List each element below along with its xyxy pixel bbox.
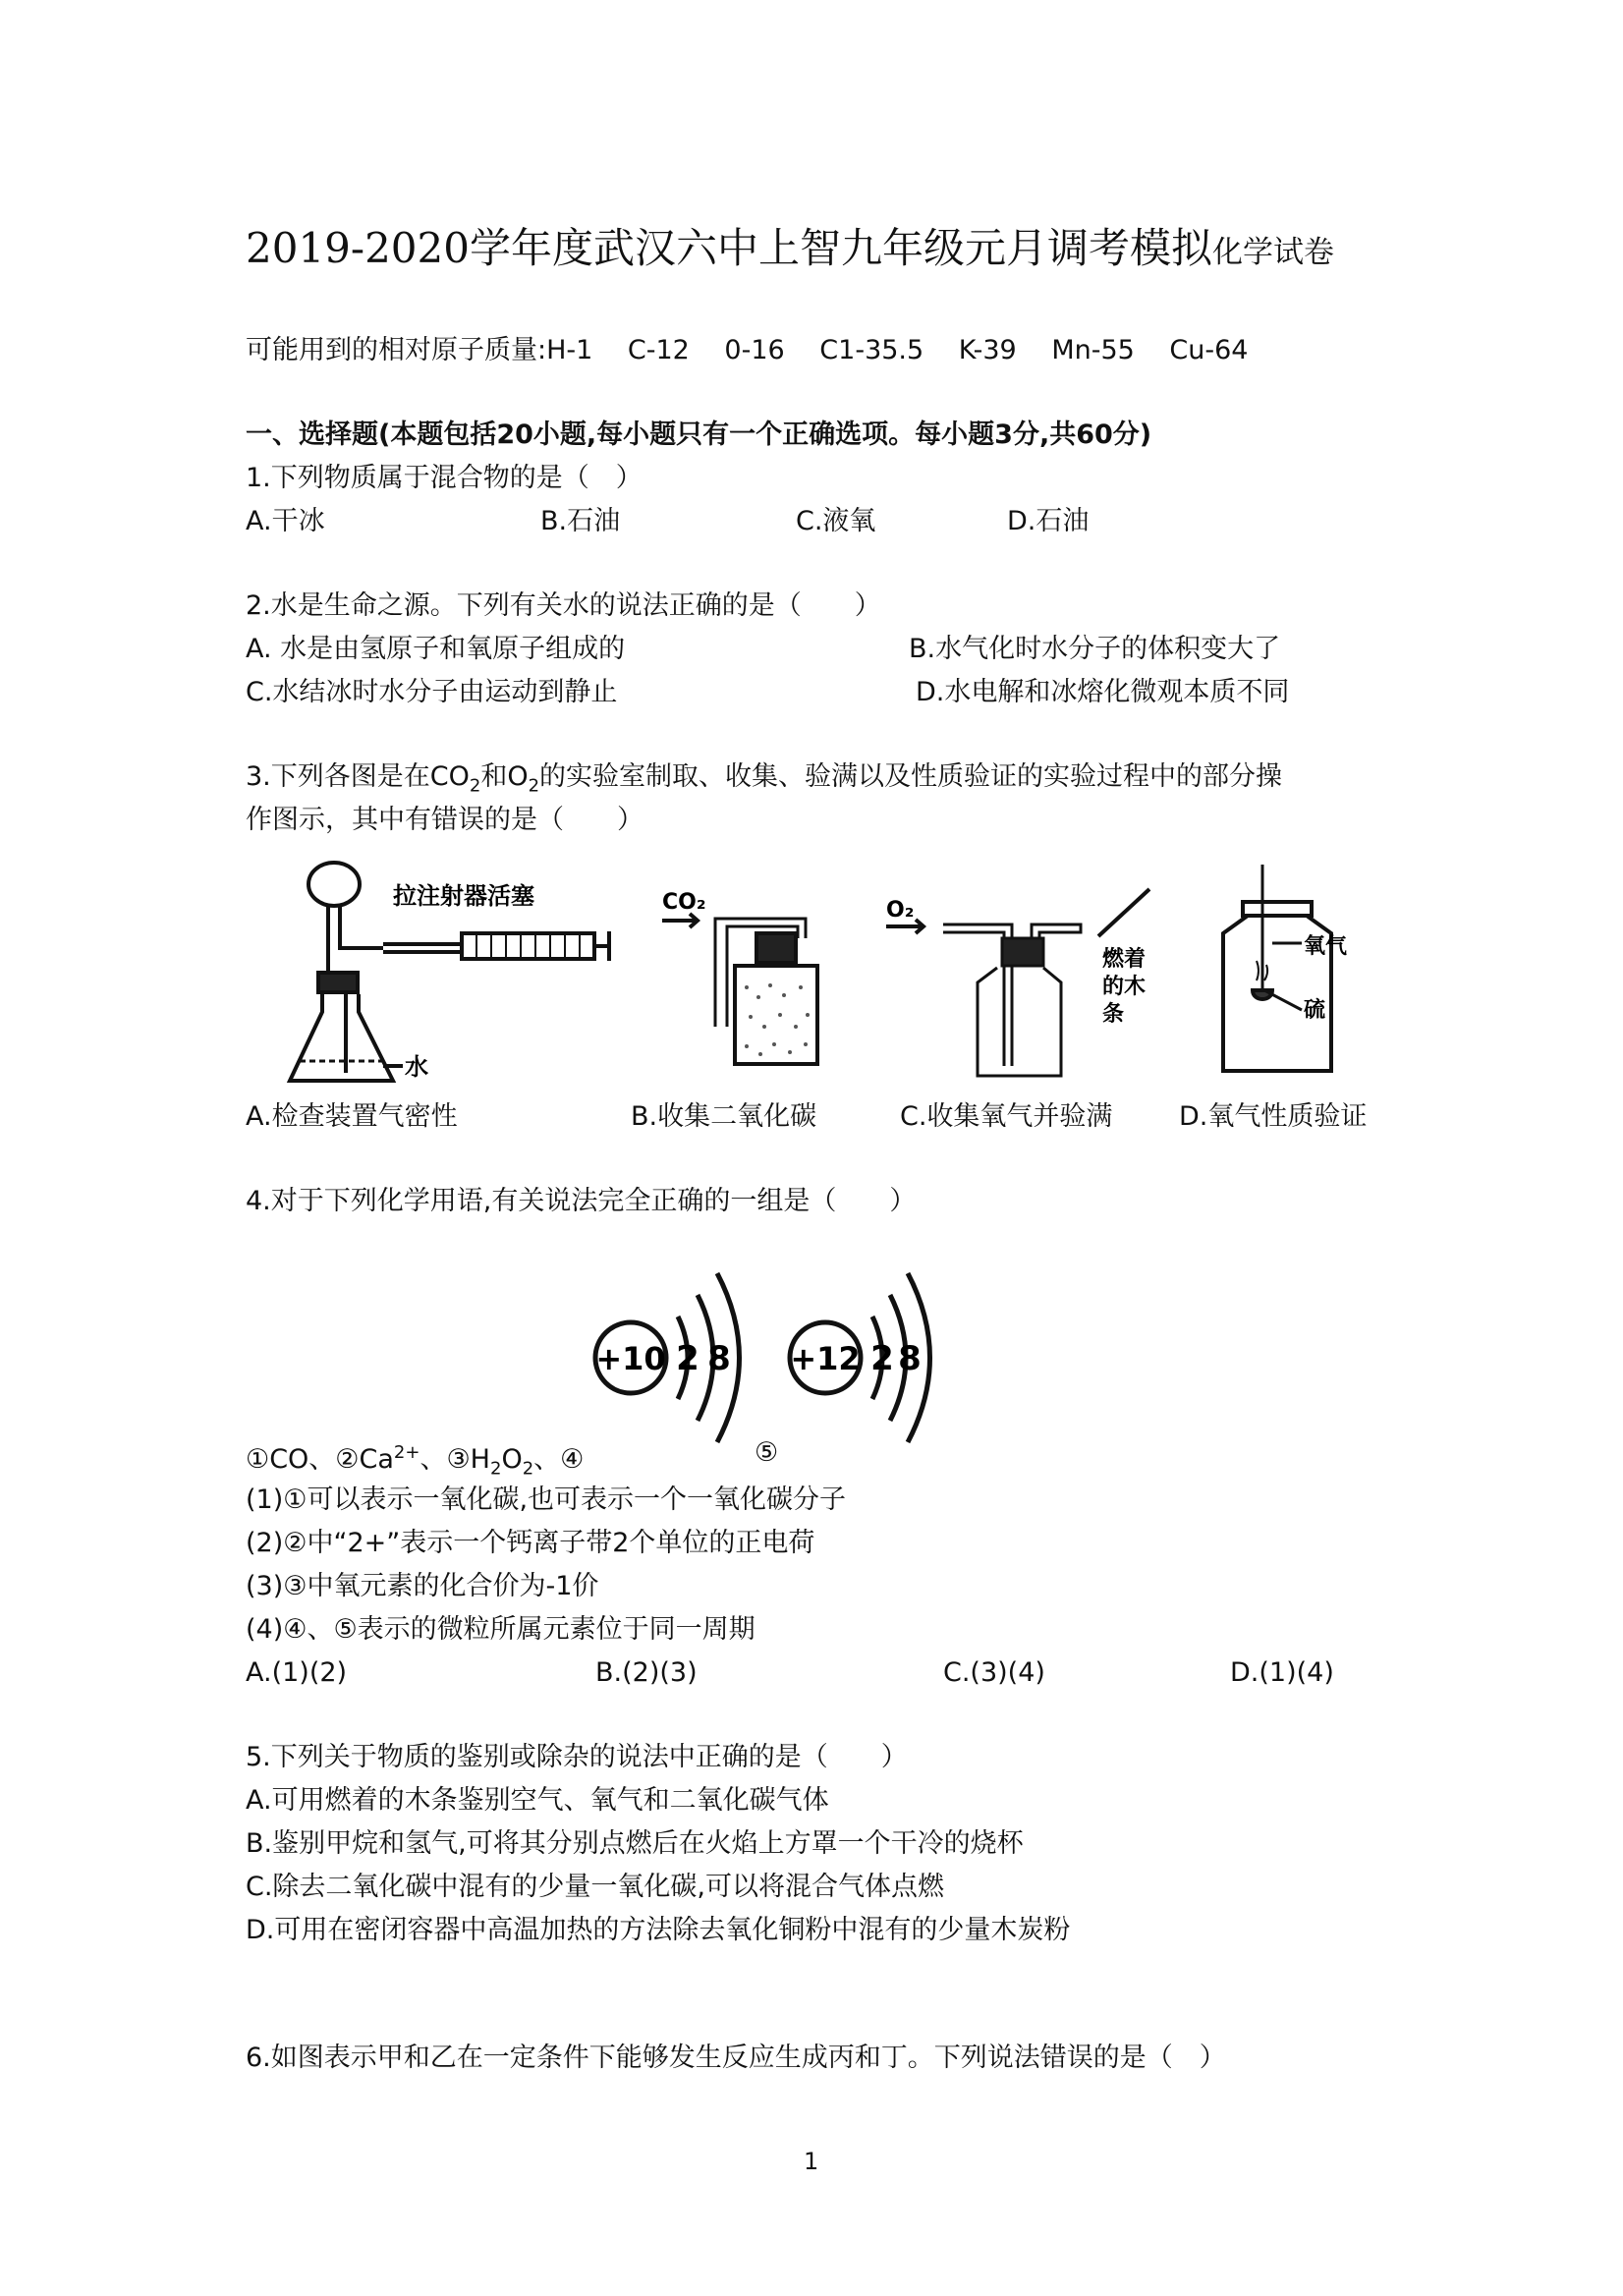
figure-a-airtightness	[285, 855, 609, 1091]
q3-option-b: B.收集二氧化碳	[631, 1101, 817, 1132]
atom1-shell-2: 8	[707, 1339, 731, 1378]
section-heading: 一、选择题(本题包括20小题,每小题只有一个正确选项。每小题3分,共60分)	[246, 420, 1152, 450]
q1-stem: 1.下列物质属于混合物的是（ ）	[246, 463, 643, 493]
q4-statement-4: (4)④、⑤表示的微粒所属元素位于同一周期	[246, 1614, 756, 1645]
q1-option-a: A.干冰	[246, 506, 325, 536]
q5-option-a: A.可用燃着的木条鉴别空气、氧气和二氧化碳气体	[246, 1785, 829, 1816]
q4-statement-1: (1)①可以表示一氧化碳,也可表示一个一氧化碳分子	[246, 1484, 847, 1515]
q3-option-a: A.检查装置气密性	[246, 1101, 458, 1132]
atom1-shell-1: 2	[676, 1339, 700, 1378]
q3-option-d: D.氧气性质验证	[1179, 1101, 1368, 1132]
q6-stem: 6.如图表示甲和乙在一定条件下能够发生反应生成丙和丁。下列说法错误的是（ ）	[246, 2043, 1226, 2073]
label-splint-3: 条	[1102, 1002, 1125, 1027]
atom2-nucleus: +12	[790, 1340, 861, 1377]
q4-option-c: C.(3)(4)	[943, 1657, 1045, 1688]
atom2-shell-2: 8	[898, 1339, 922, 1378]
title-suffix: 化学试卷	[1211, 235, 1334, 270]
q5-stem: 5.下列关于物质的鉴别或除杂的说法中正确的是（ ）	[246, 1742, 908, 1772]
q4-symbols: ①CO、$②Ca^{2+}$、$③H_2O_2$、④	[246, 1442, 585, 1480]
figure-c-collect-o2	[884, 889, 1149, 1086]
page-number: 1	[804, 2148, 819, 2175]
atomic-masses: 可能用到的相对原子质量:H-1 C-12 0-16 C1-35.5 K-39 Mn-55 Cu-64	[246, 335, 1249, 365]
q1-option-d: D.石油	[1007, 506, 1090, 536]
q2-option-c: C.水结冰时水分子由运动到静止	[246, 677, 618, 707]
q5-option-c: C.除去二氧化碳中混有的少量一氧化碳,可以将混合气体点燃	[246, 1872, 945, 1902]
atom2-shell-1: 2	[870, 1339, 894, 1378]
exam-title	[246, 216, 1334, 275]
figure-b-collect-co2	[658, 879, 825, 1076]
q2-option-a: A. 水是由氢原子和氧原子组成的	[246, 634, 626, 664]
q4-stem: 4.对于下列化学用语,有关说法完全正确的一组是（ ）	[246, 1186, 917, 1216]
label-splint-1: 燃着	[1102, 947, 1147, 972]
title-main: 2019-2020学年度武汉六中上智九年级元月调考模拟	[246, 224, 1212, 272]
label-splint-2: 的木	[1102, 975, 1147, 999]
q2-option-d: D.水电解和冰熔化微观本质不同	[916, 677, 1290, 707]
q5-option-b: B.鉴别甲烷和氢气,可将其分别点燃后在火焰上方罩一个干冷的烧杯	[246, 1828, 1024, 1859]
label-co2: CO₂	[662, 890, 706, 915]
q3-stem-line2: 作图示，其中有错误的是（ ）	[246, 805, 644, 835]
label-oxygen: 氧气	[1304, 934, 1348, 959]
q4-symbol-5: ⑤	[755, 1437, 779, 1468]
q2-option-b: B.水气化时水分子的体积变大了	[909, 634, 1281, 664]
q1-option-b: B.石油	[540, 506, 621, 536]
q4-option-a: A.(1)(2)	[246, 1657, 348, 1688]
q4-statement-2: (2)②中“2+”表示一个钙离子带2个单位的正电荷	[246, 1528, 815, 1558]
q1-option-c: C.液氧	[796, 506, 876, 536]
figure-q4-atom-structures	[589, 1258, 943, 1464]
q4-option-d: D.(1)(4)	[1230, 1657, 1334, 1688]
label-syringe: 拉注射器活塞	[393, 882, 534, 910]
q3-stem: 3.下列各图是在$CO_2$和$O_2$的实验室制取、收集、验满以及性质验证的实验过程中的部分操	[246, 761, 1283, 797]
figure-d-oxygen-property	[1213, 865, 1380, 1081]
label-sulfur: 硫	[1304, 998, 1326, 1023]
atom1-nucleus: +10	[595, 1340, 666, 1377]
q2-stem: 2.水是生命之源。下列有关水的说法正确的是（ ）	[246, 590, 881, 621]
q4-statement-3: (3)③中氧元素的化合价为-1价	[246, 1571, 599, 1601]
label-water: 水	[405, 1053, 428, 1081]
q3-option-c: C.收集氧气并验满	[900, 1101, 1113, 1132]
q5-option-d: D.可用在密闭容器中高温加热的方法除去氧化铜粉中混有的少量木炭粉	[246, 1915, 1071, 1945]
q4-option-b: B.(2)(3)	[595, 1657, 698, 1688]
label-o2: O₂	[886, 898, 915, 923]
